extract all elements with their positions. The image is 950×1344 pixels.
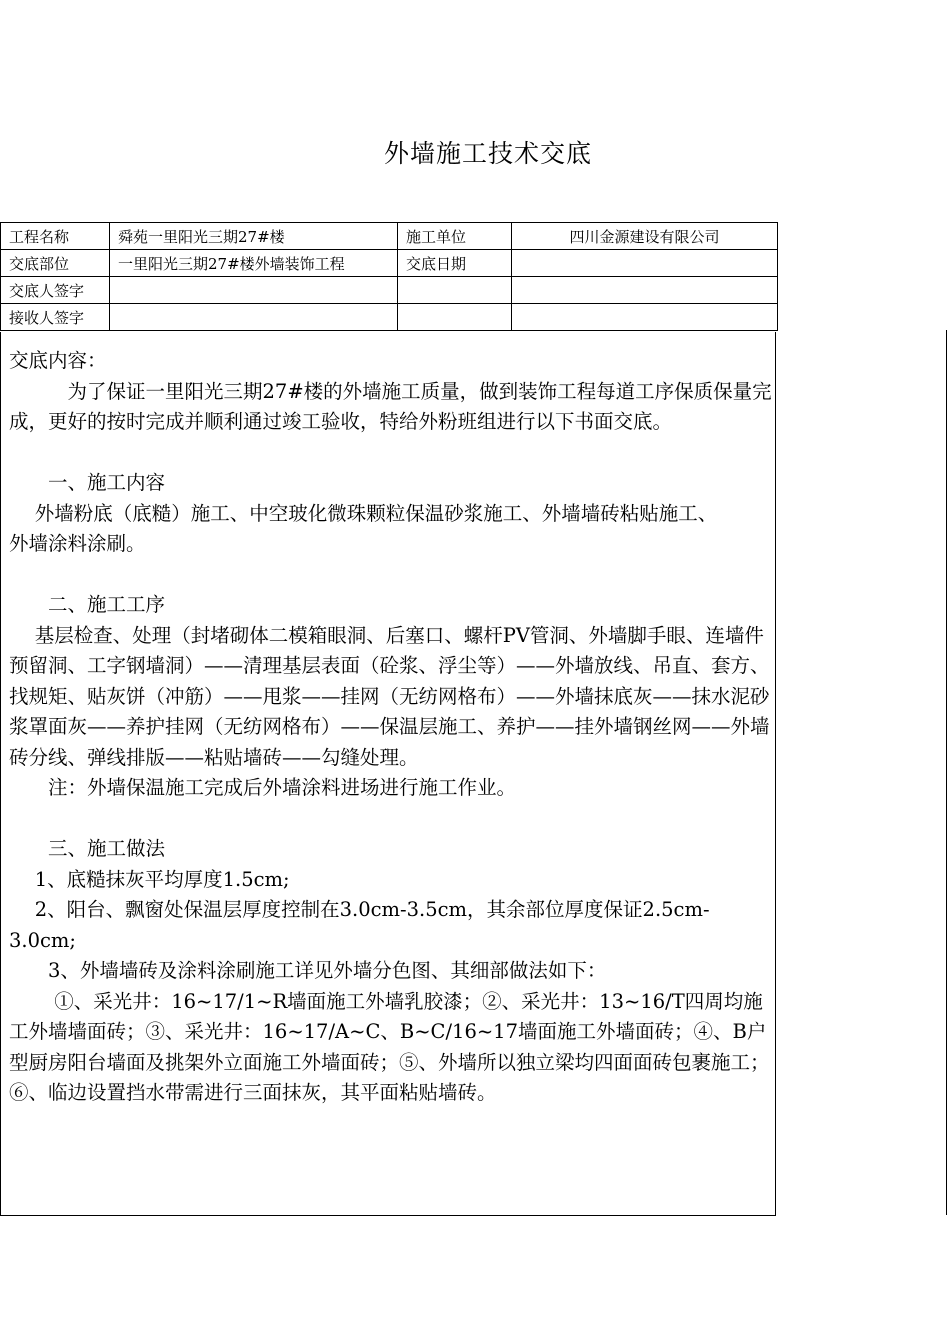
section-1-text-cont: 外墙涂料涂刷。	[9, 532, 146, 555]
section-3-title: 三、施工做法	[9, 837, 166, 860]
table-row	[1, 223, 778, 250]
section-1-text: 外墙粉底（底糙）施工、中空玻化微珠颗粒保温砂浆施工、外墙墙砖粘贴施工、	[9, 501, 718, 525]
section-2-note: 注：外墙保温施工完成后外墙涂料进场进行施工作业。	[9, 776, 517, 799]
receiver-label: 接收人签字	[1, 304, 110, 331]
content-heading: 交底内容：	[9, 349, 107, 372]
discloser-label: 交底人签字	[1, 277, 110, 304]
location-value: 一里阳光三期27#楼外墙装饰工程	[110, 250, 398, 277]
table-row	[1, 304, 778, 331]
location-label: 交底部位	[1, 250, 110, 277]
info-table	[0, 222, 778, 331]
contractor-label: 施工单位	[398, 223, 512, 250]
page-edge-line	[946, 330, 947, 1215]
section-3-item-2: 2、阳台、飘窗处保温层厚度控制在3.0cm-3.5cm，其余部位厚度保证2.5cm-3.0cm;	[9, 898, 710, 952]
discloser-signature	[110, 277, 398, 304]
table-row	[1, 250, 778, 277]
section-2-text: 基层检查、处理（封堵砌体二模箱眼洞、后塞口、螺杆PV管洞、外墙脚手眼、连墙件预留洞、工字钢墙洞）——清理基层表面（砼浆、浮尘等）——外墙放线、吊直、套方、找规矩、贴灰饼（冲筋）——甩浆——挂网（无纺网格布）——外墙抹底灰——抹水泥砂浆罩面灰——养护挂网（无纺网格布）——保温层施工、养护——挂外墙钢丝网——外墙砖分线、弹线排版——粘贴墙砖——勾缝处理。	[9, 623, 770, 769]
receiver-signature	[110, 304, 398, 331]
project-name-value: 舜苑一里阳光三期27#楼	[110, 223, 398, 250]
date-label: 交底日期	[398, 250, 512, 277]
project-name-label: 工程名称	[1, 223, 110, 250]
disclosure-content	[9, 346, 780, 1109]
section-3-detail: ①、采光井：16~17/1~R墙面施工外墙乳胶漆；②、采光井：13~16/T四周均施工外墙墙面砖；③、采光井：16~17/A~C、B~C/16~17墙面施工外墙面砖；④、B户型厨房阳台墙面及挑架外立面施工外墙面砖；⑤、外墙所以独立梁均四面面砖包裹施工； ⑥、临边设置挡水带需进行三面抹灰，其平面粘贴墙砖。	[9, 989, 780, 1104]
section-3-item-3: 3、外墙墙砖及涂料涂刷施工详见外墙分色图、其细部做法如下：	[9, 959, 607, 982]
intro-paragraph: 为了保证一里阳光三期27#楼的外墙施工质量，做到装饰工程每道工序保质保量完成，更好的按时完成并顺利通过竣工验收，特给外粉班组进行以下书面交底。	[9, 379, 772, 433]
section-1-title: 一、施工内容	[9, 471, 166, 494]
contractor-value: 四川金源建设有限公司	[512, 223, 778, 250]
date-value	[512, 250, 778, 277]
section-3-item-1: 1、底糙抹灰平均厚度1.5cm;	[9, 867, 290, 891]
table-row	[1, 277, 778, 304]
section-2-title: 二、施工工序	[9, 593, 166, 616]
document-title: 外墙施工技术交底	[383, 139, 592, 168]
